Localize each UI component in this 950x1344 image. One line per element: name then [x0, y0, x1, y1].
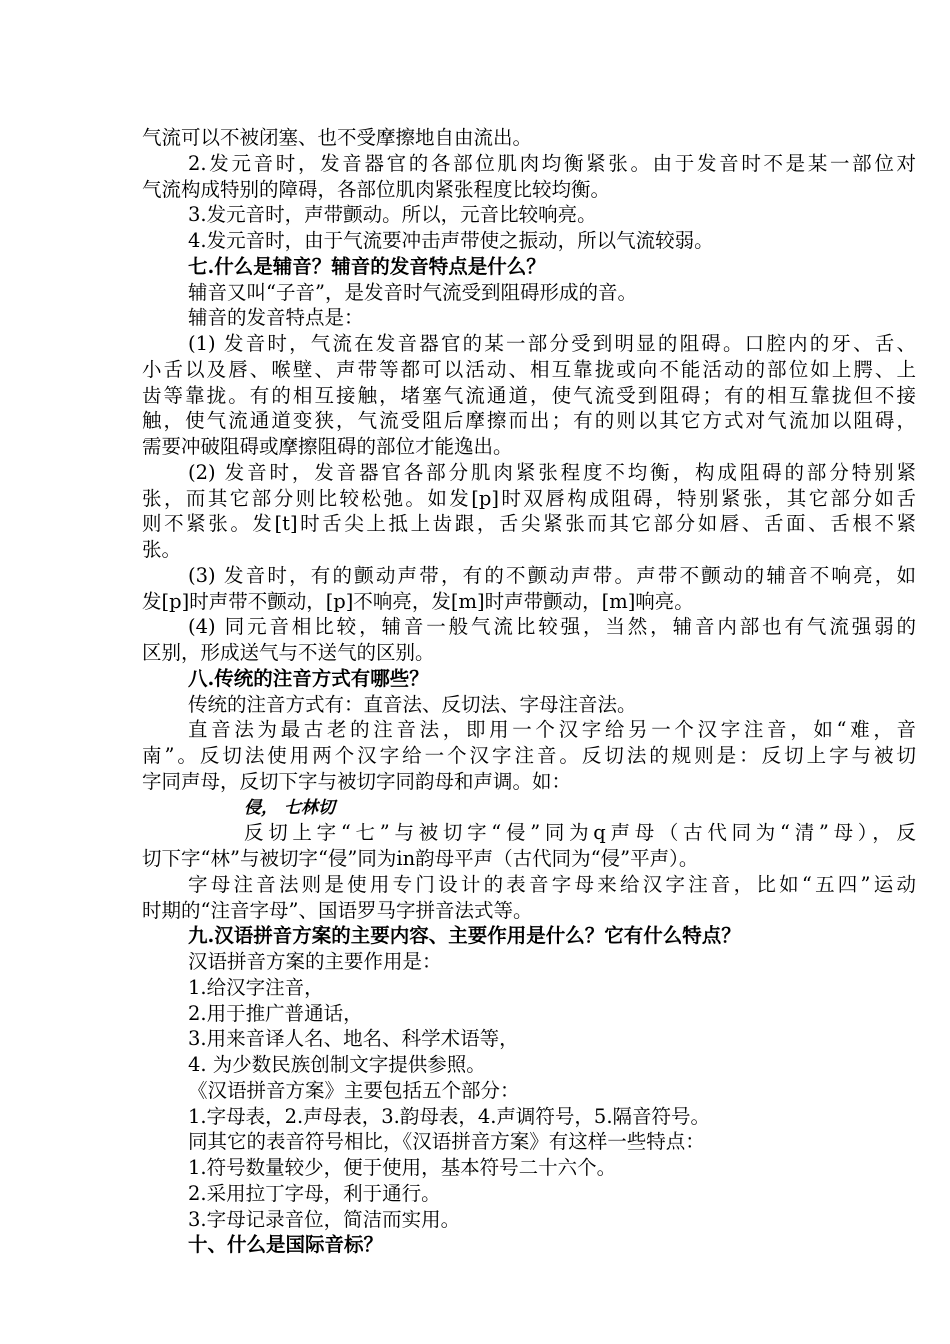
- text-line: 南”。反切法使用两个汉字给一个汉字注音。反切法的规则是：反切上字与被切: [142, 744, 916, 767]
- text-line: 反切上字“七”与被切字“侵”同为q声母（古代同为“清”母），反: [244, 821, 916, 844]
- text-line: 4.发元音时，由于气流要冲击声带使之振动，所以气流较弱。: [188, 229, 714, 252]
- text-line: 切下字“林”与被切字“侵”同为in韵母平声（古代同为“侵”平声）。: [142, 847, 699, 870]
- text-line: (2) 发音时，发音器官各部分肌肉紧张程度不均衡，构成阻碍的部分特别紧: [188, 461, 916, 484]
- fanqie-example: 侵， 七林切: [244, 798, 335, 818]
- text-line: 《汉语拼音方案》主要包括五个部分：: [188, 1079, 520, 1102]
- text-line: 张，而其它部分则比较松弛。如发[p]时双唇构成阻碍，特别紧张，其它部分如舌: [142, 487, 916, 510]
- text-line: 1.字母表，2.声母表，3.韵母表，4.声调符号，5.隔音符号。: [188, 1105, 711, 1128]
- text-line: 区别，形成送气与不送气的区别。: [142, 641, 435, 664]
- list-item: 1.给汉字注音，: [188, 976, 324, 999]
- text-line: 传统的注音方式有：直音法、反切法、字母注音法。: [188, 693, 637, 716]
- text-line: (3) 发音时，有的颤动声带，有的不颤动声带。声带不颤动的辅音不响亮，如: [188, 564, 916, 587]
- text-line: 需要冲破阻碍或摩擦阻碍的部位才能逸出。: [142, 435, 513, 458]
- text-line: 小舌以及唇、喉壁、声带等都可以活动、相互靠拢或向不能活动的部位如上腭、上: [142, 358, 916, 381]
- text-line: 气流可以不被闭塞、也不受摩擦地自由流出。: [142, 126, 533, 149]
- text-line: 汉语拼音方案的主要作用是：: [188, 950, 442, 973]
- text-line: 辅音的发音特点是：: [188, 306, 364, 329]
- section-heading: 十、什么是国际音标？: [188, 1233, 384, 1256]
- text-line: 时期的“注音字母”、国语罗马字拼音法式等。: [142, 899, 533, 922]
- text-line: 2.发元音时，发音器官的各部位肌肉均衡紧张。由于发音时不是某一部位对: [188, 152, 916, 175]
- text-line: 辅音又叫“子音”，是发音时气流受到阻碍形成的音。: [188, 281, 637, 304]
- text-line: 触，使气流通道变狭，气流受阻后摩擦而出；有的则以其它方式对气流加以阻碍，: [142, 409, 916, 432]
- list-item: 3.字母记录音位，简洁而实用。: [188, 1208, 461, 1231]
- section-heading: 八.传统的注音方式有哪些？: [188, 667, 429, 690]
- list-item: 2.采用拉丁字母，利于通行。: [188, 1182, 441, 1205]
- text-line: 张。: [142, 538, 182, 561]
- text-line: 字同声母，反切下字与被切字同韵母和声调。如：: [142, 770, 572, 793]
- list-item: 4. 为少数民族创制文字提供参照。: [188, 1053, 486, 1076]
- list-item: 2.用于推广普通话，: [188, 1002, 363, 1025]
- text-line: 则不紧张。发[t]时舌尖上抵上齿跟，舌尖紧张而其它部分如唇、舌面、舌根不紧: [142, 512, 916, 535]
- section-heading: 九.汉语拼音方案的主要内容、主要作用是什么？它有什么特点？: [188, 924, 741, 947]
- text-line: 齿等靠拢。有的相互接触，堵塞气流通道，使气流受到阻碍；有的相互靠拢但不接: [142, 384, 916, 407]
- list-item: 1.符号数量较少，便于使用，基本符号二十六个。: [188, 1156, 617, 1179]
- text-line: (1) 发音时，气流在发音器官的某一部分受到明显的阻碍。口腔内的牙、舌、: [188, 332, 916, 355]
- text-line: 气流构成特别的障碍，各部位肌肉紧张程度比较均衡。: [142, 178, 611, 201]
- text-line: 同其它的表音符号相比，《汉语拼音方案》有这样一些特点：: [188, 1130, 705, 1153]
- text-line: 字母注音法则是使用专门设计的表音字母来给汉字注音，比如“五四”运动: [188, 873, 916, 896]
- text-line: 发[p]时声带不颤动，[p]不响亮，发[m]时声带颤动，[m]响亮。: [142, 590, 694, 613]
- list-item: 3.用来音译人名、地名、科学术语等，: [188, 1027, 519, 1050]
- text-line: 直音法为最古老的注音法，即用一个汉字给另一个汉字注音，如“难，音: [188, 718, 916, 741]
- section-heading: 七.什么是辅音？辅音的发音特点是什么？: [188, 255, 546, 278]
- text-line: (4) 同元音相比较，辅音一般气流比较强，当然，辅音内部也有气流强弱的: [188, 615, 916, 638]
- text-line: 3.发元音时，声带颤动。所以，元音比较响亮。: [188, 203, 597, 226]
